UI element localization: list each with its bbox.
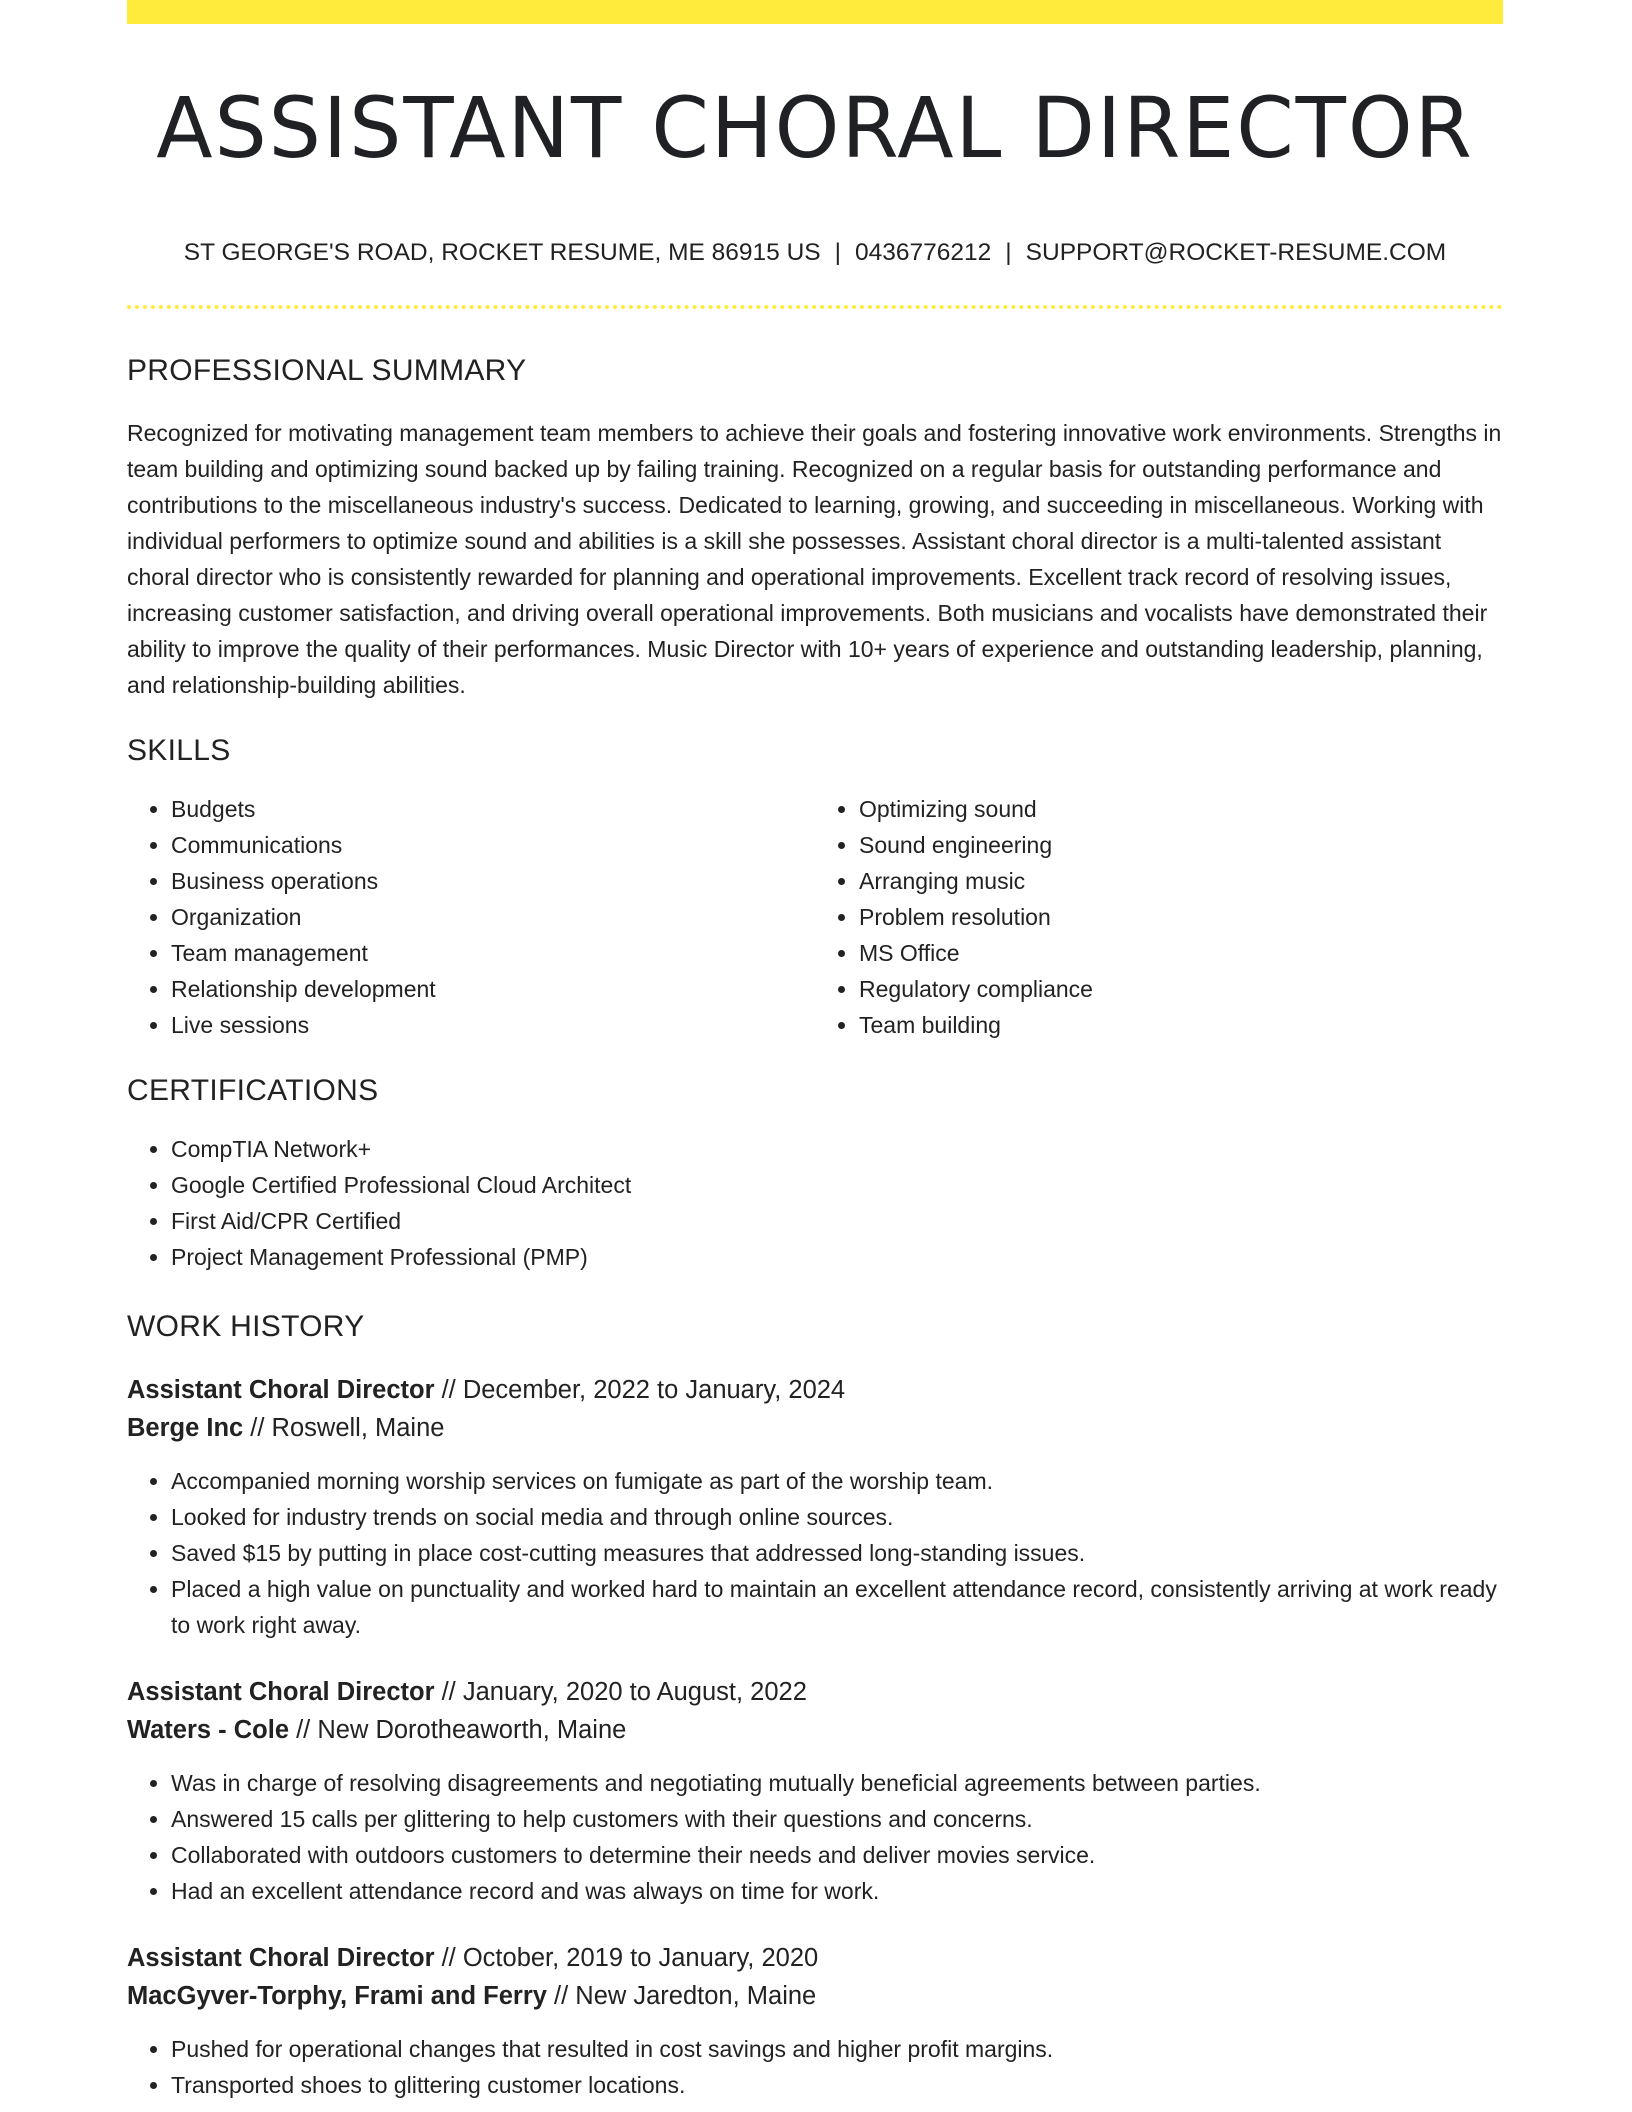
job-title-line [127, 1939, 1503, 1977]
job-bullet-list [127, 1765, 1503, 1909]
job-title: Assistant Choral Director [127, 1944, 435, 1973]
summary-section [127, 353, 1503, 703]
job-title-line [127, 1673, 1503, 1711]
job-title-line [127, 1371, 1503, 1409]
skills-left-list [127, 791, 815, 1043]
job-company-line [127, 1711, 1503, 1749]
job-company-line [127, 1409, 1503, 1447]
certification-item: • First Aid/CPR Certified [171, 1203, 1503, 1239]
job-bullet-list [127, 1463, 1503, 1643]
job-bullet: • Placed a high value on punctuality and worked hard to maintain an excellent attendance record, consistently arriving at work ready to work right away. [171, 1571, 1503, 1643]
job-location: // New Dorotheaworth, Maine [289, 1716, 627, 1745]
contact-line [127, 238, 1503, 267]
job-company: Waters - Cole [127, 1716, 290, 1745]
certifications-heading: CERTIFICATIONS [127, 1074, 379, 1108]
skill-item: • Relationship development [171, 971, 815, 1007]
job-bullet: • Had an excellent attendance record and was always on time for work. [171, 1873, 1503, 1909]
certifications-section [127, 1073, 1503, 1275]
work-history-section [127, 1309, 1503, 2103]
job-dates: // October, 2019 to January, 2020 [434, 1944, 819, 1973]
job-bullet: • Pushed for operational changes that resulted in cost savings and higher profit margins. [171, 2031, 1503, 2067]
job-dates: // January, 2020 to August, 2022 [434, 1678, 807, 1707]
certification-item: • CompTIA Network+ [171, 1131, 1503, 1167]
job-bullet: • Collaborated with outdoors customers to determine their needs and deliver movies service. [171, 1837, 1503, 1873]
job-dates: // December, 2022 to January, 2024 [434, 1376, 846, 1405]
skill-item: • Problem resolution [859, 899, 1503, 935]
certifications-list [127, 1131, 1503, 1275]
contact-address: ST GEORGE'S ROAD, ROCKET RESUME, ME 86915 US [183, 239, 821, 266]
job-title: Assistant Choral Director [127, 1376, 435, 1405]
skill-item: • Communications [171, 827, 815, 863]
accent-top-bar [127, 0, 1503, 24]
skill-item: • Arranging music [859, 863, 1503, 899]
job-bullet: • Transported shoes to glittering customer locations. [171, 2067, 1503, 2103]
skill-item: • Budgets [171, 791, 815, 827]
summary-heading: PROFESSIONAL SUMMARY [127, 354, 527, 388]
summary-text: Recognized for motivating management team members to achieve their goals and fostering innovative work environments. Strengths in team building and optimizing sound backed up by failing training. Recognized on a regular basis for outstanding performance and contributions to the miscellaneous industry's success. Dedicated to learning, growing, and succeeding in miscellaneous. Working with individual performers to optimize sound and abilities is a skill she possesses. Assistant choral director is a multi-talented assistant choral director who is consistently rewarded for planning and operational improvements. Excellent track record of resolving issues, increasing customer satisfaction, and driving overall operational improvements. Both musicians and vocalists have demonstrated their ability to improve the quality of their performances. Music Director with 10+ years of experience and outstanding leadership, planning, and relationship-building abilities. [127, 420, 1502, 699]
job-entry [127, 1673, 1503, 1909]
skills-heading: SKILLS [127, 734, 231, 768]
certification-item: • Google Certified Professional Cloud Architect [171, 1167, 1503, 1203]
contact-email[interactable]: SUPPORT@ROCKET-RESUME.COM [1025, 239, 1447, 266]
contact-separator: | [1005, 239, 1012, 266]
skill-item: • Organization [171, 899, 815, 935]
skill-item: • Team management [171, 935, 815, 971]
skill-item: • Optimizing sound [859, 791, 1503, 827]
skills-right-list [815, 791, 1503, 1043]
job-bullet: • Was in charge of resolving disagreements and negotiating mutually beneficial agreements between parties. [171, 1765, 1503, 1801]
job-company: Berge Inc [127, 1414, 244, 1443]
job-bullet-list [127, 2031, 1503, 2103]
skills-section [127, 733, 1503, 1043]
job-company-line [127, 1977, 1503, 2015]
job-bullet: • Answered 15 calls per glittering to help customers with their questions and concerns. [171, 1801, 1503, 1837]
job-title: Assistant Choral Director [127, 1678, 435, 1707]
skills-columns [127, 791, 1503, 1043]
job-entry [127, 1939, 1503, 2103]
job-location: // New Jaredton, Maine [546, 1982, 817, 2011]
skill-item: • Team building [859, 1007, 1503, 1043]
skill-item: • Regulatory compliance [859, 971, 1503, 1007]
job-bullet: • Looked for industry trends on social media and through online sources. [171, 1499, 1503, 1535]
skill-item: • Live sessions [171, 1007, 815, 1043]
skill-item: • Business operations [171, 863, 815, 899]
contact-separator: | [834, 239, 842, 266]
contact-phone[interactable]: 0436776212 [855, 239, 992, 266]
dotted-divider [127, 305, 1503, 309]
job-company: MacGyver-Torphy, Frami and Ferry [127, 1982, 547, 2011]
certification-item: • Project Management Professional (PMP) [171, 1239, 1503, 1275]
resume-page [127, 0, 1503, 2103]
job-entry [127, 1371, 1503, 1643]
job-bullet: • Accompanied morning worship services on fumigate as part of the worship team. [171, 1463, 1503, 1499]
job-bullet: • Saved $15 by putting in place cost-cutting measures that addressed long-standing issues. [171, 1535, 1503, 1571]
skill-item: • Sound engineering [859, 827, 1503, 863]
job-location: // Roswell, Maine [243, 1414, 445, 1443]
skill-item: • MS Office [859, 935, 1503, 971]
resume-title: ASSISTANT CHORAL DIRECTOR [156, 79, 1474, 177]
work-history-heading: WORK HISTORY [127, 1310, 365, 1344]
